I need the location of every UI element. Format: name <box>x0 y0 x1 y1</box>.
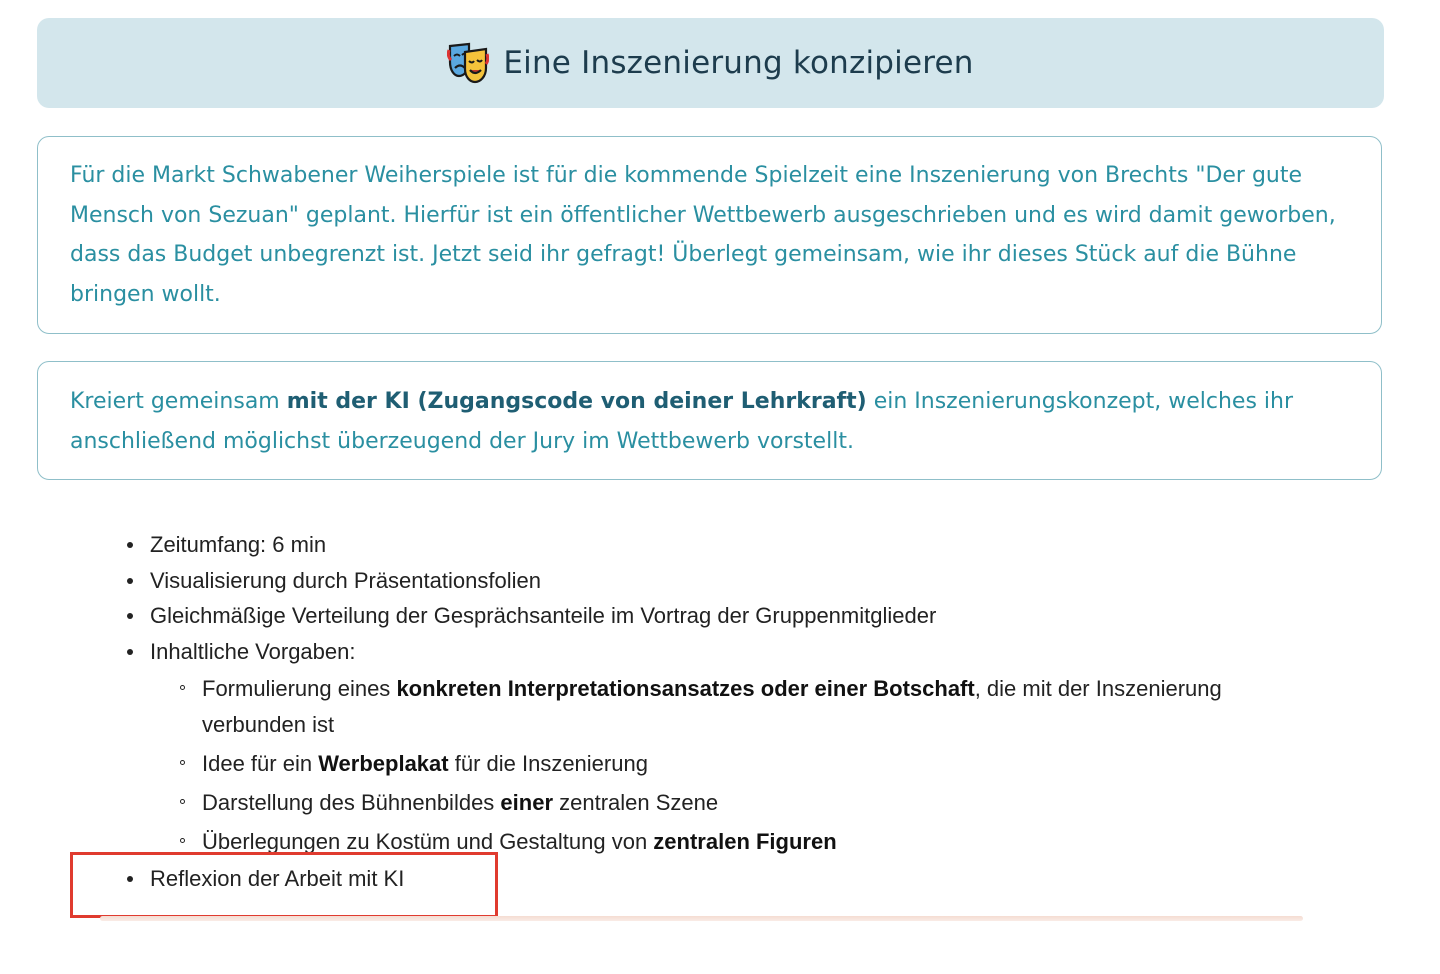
highlight-annotation <box>70 852 498 918</box>
sub-text: zentralen Szene <box>553 790 719 815</box>
task-box <box>37 361 1382 480</box>
header-banner <box>37 18 1384 108</box>
list-item: Zeitumfang: 6 min <box>150 527 1440 563</box>
sub-text: , die mit der Inszenierung verbunden ist <box>202 676 1222 737</box>
page-title: Eine Inszenierung konzipieren <box>503 45 974 81</box>
sub-bold: zentralen Figuren <box>653 829 837 854</box>
theater-masks-icon <box>447 42 489 84</box>
task-text-before: Kreiert gemeinsam <box>70 389 287 414</box>
sub-bold: einer <box>500 790 554 815</box>
sub-text: Überlegungen zu Kostüm und Gestaltung von <box>202 829 654 854</box>
sub-list-item <box>202 744 1302 783</box>
scenario-text: Für die Markt Schwabener Weiherspiele ist für die kommende Spielzeit eine Inszenierung von Brechts "Der gute Mensch von Sezuan" geplant. Hierfür ist ein öffentlicher Wettbewerb ausgeschrieben und es wird damit geworben, dass das Budget unbegrenzt ist. Jetzt seid ihr gefragt! Überlegt gemeinsam, wie ihr dieses Stück auf die Bühne bringen wollt. <box>70 163 1336 307</box>
sub-text: Idee für ein <box>202 751 319 776</box>
list-item-label: Inhaltliche Vorgaben: <box>150 638 356 664</box>
task-text-bold: mit der KI (Zugangscode von deiner Lehrkraft) <box>286 389 867 414</box>
sub-list-item <box>202 783 1302 822</box>
requirements-list <box>0 527 1440 897</box>
sub-text: Darstellung des Bühnenbildes <box>202 790 501 815</box>
sub-list-item <box>202 669 1302 744</box>
task-text <box>70 382 1349 461</box>
sub-bold: Werbeplakat <box>318 751 449 776</box>
sub-bold: konkreten Interpretationsansatzes oder einer Botschaft <box>396 676 975 701</box>
sub-text: Formulierung eines <box>202 676 397 701</box>
scenario-box <box>37 136 1382 334</box>
list-item: Visualisierung durch Präsentationsfolien <box>150 563 1440 599</box>
list-item-reflection: Reflexion der Arbeit mit KI <box>150 861 1440 897</box>
task-text-after: ein Inszenierungskonzept, welches ihr anschließend möglichst überzeugend der Jury im Wettbewerb vorstellt. <box>70 389 1293 454</box>
bottom-divider <box>100 916 1303 921</box>
list-item: Gleichmäßige Verteilung der Gesprächsanteile im Vortrag der Gruppenmitglieder <box>150 598 1440 634</box>
sub-text: für die Inszenierung <box>448 751 648 776</box>
list-item <box>150 634 1440 862</box>
